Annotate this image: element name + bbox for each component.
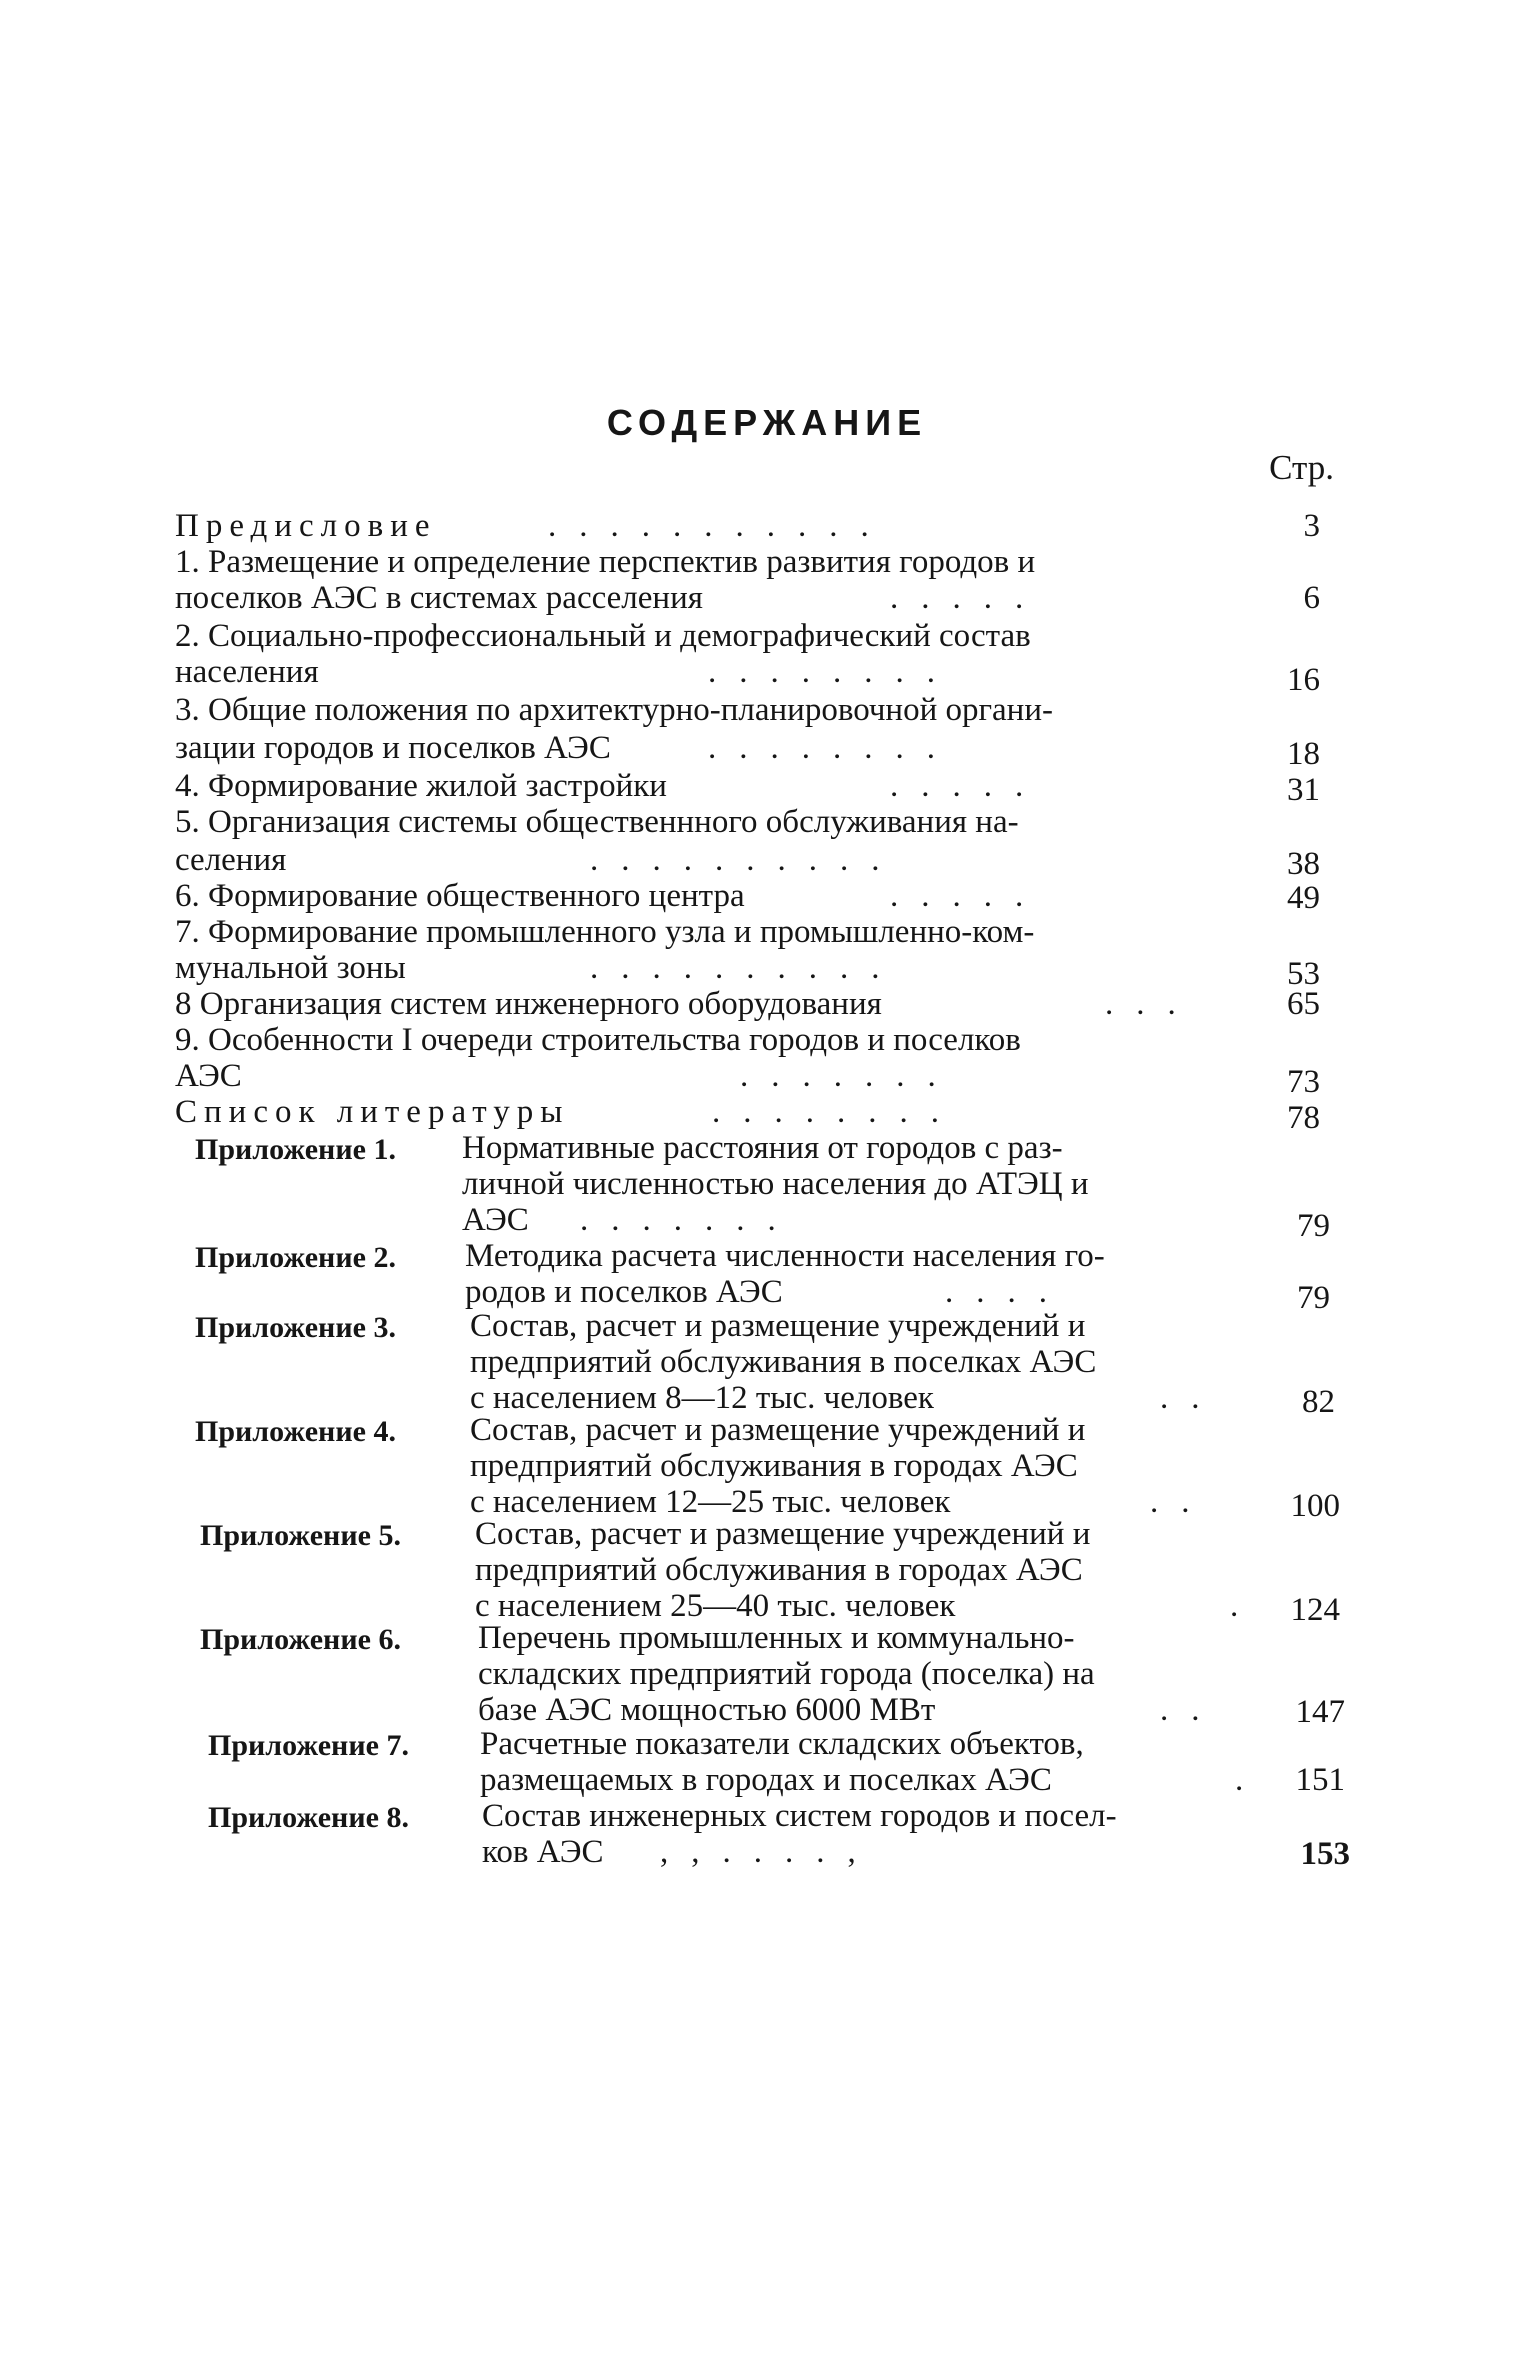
appendix-line: Состав инженерных систем городов и посел- <box>482 1798 1117 1834</box>
appendix-label: Приложение 1. <box>195 1133 396 1166</box>
toc-entry-bibliography: Список литературы <box>175 1094 570 1130</box>
toc-page-number: 151 <box>1295 1762 1345 1798</box>
toc-entry-preface: Предисловие <box>175 508 437 544</box>
appendix-label: Приложение 2. <box>195 1241 396 1274</box>
leader-dots: ..... <box>890 878 1047 914</box>
toc-page-number: 38 <box>1287 846 1320 882</box>
appendix-line: Состав, расчет и размещение учреждений и <box>475 1516 1091 1552</box>
toc-page-number: 49 <box>1287 880 1320 916</box>
appendix-line: предприятий обслуживания в поселках АЭС <box>470 1344 1097 1380</box>
leader-dots: .. <box>1160 1380 1223 1416</box>
toc-entry-line: мунальной зоны <box>175 950 406 986</box>
appendix-line: Состав, расчет и размещение учреждений и <box>470 1308 1086 1344</box>
toc-page-number: 6 <box>1303 580 1320 616</box>
toc-entry-line: 2. Социально-профессиональный и демографический состав <box>175 618 1031 654</box>
appendix-line: Методика расчета численности населения го- <box>465 1238 1105 1274</box>
toc-page-number: 147 <box>1295 1694 1345 1730</box>
toc-page-number: 79 <box>1297 1280 1330 1316</box>
leader-dots: ....... <box>740 1058 959 1094</box>
leader-dots: ... <box>1105 986 1199 1022</box>
appendix-line: АЭС <box>462 1202 529 1238</box>
toc-page-number: 73 <box>1287 1064 1320 1100</box>
toc-entry-line: 4. Формирование жилой застройки <box>175 768 667 804</box>
toc-entry-line: АЭС <box>175 1058 242 1094</box>
page-column-header: Стр. <box>1269 448 1334 487</box>
leader-dots: . <box>1235 1762 1267 1798</box>
appendix-line: родов и поселков АЭС <box>465 1274 783 1310</box>
appendix-line: предприятий обслуживания в городах АЭС <box>475 1552 1083 1588</box>
appendix-line: Нормативные расстояния от городов с раз- <box>462 1130 1063 1166</box>
toc-page-number: 18 <box>1287 736 1320 772</box>
appendix-line: с населением 25—40 тыс. человек <box>475 1588 956 1624</box>
toc-page-number: 53 <box>1287 956 1320 992</box>
toc-page-number: 153 <box>1300 1836 1350 1872</box>
appendix-line: базе АЭС мощностью 6000 МВт <box>478 1692 936 1728</box>
leader-dots: ..... <box>890 768 1047 804</box>
leader-dots: .... <box>945 1274 1070 1310</box>
appendix-label: Приложение 7. <box>208 1729 409 1762</box>
leader-dots: . <box>1230 1588 1262 1624</box>
toc-entry-line: 6. Формирование общественного центра <box>175 878 745 914</box>
leader-dots: ........ <box>708 730 958 766</box>
toc-page-number: 78 <box>1287 1100 1320 1136</box>
leader-dots: .. <box>1160 1692 1223 1728</box>
leader-dots: ..... <box>890 580 1047 616</box>
appendix-line: ков АЭС <box>482 1834 604 1870</box>
appendix-line: размещаемых в городах и поселках АЭС <box>480 1762 1052 1798</box>
appendix-line: личной численностью населения до АТЭЦ и <box>462 1166 1089 1202</box>
toc-entry-line: 8 Организация систем инженерного оборудования <box>175 986 882 1022</box>
appendix-line: с населением 12—25 тыс. человек <box>470 1484 951 1520</box>
toc-page-number: 79 <box>1297 1208 1330 1244</box>
toc-entry-line: поселков АЭС в системах расселения <box>175 580 703 616</box>
leader-dots: ........ <box>708 654 958 690</box>
toc-page-number: 100 <box>1290 1488 1340 1524</box>
leader-dots: .......... <box>590 950 903 986</box>
page-title: СОДЕРЖАНИЕ <box>606 402 928 443</box>
appendix-line: Состав, расчет и размещение учреждений и <box>470 1412 1086 1448</box>
appendix-line: с населением 8—12 тыс. человек <box>470 1380 934 1416</box>
toc-entry-line: селения <box>175 842 287 878</box>
appendix-label: Приложение 3. <box>195 1311 396 1344</box>
toc-entry-line: 3. Общие положения по архитектурно-планировочной органи- <box>175 692 1053 728</box>
toc-page-number: 16 <box>1287 662 1320 698</box>
leader-dots: ........... <box>548 508 892 544</box>
toc-entry-line: 1. Размещение и определение перспектив развития городов и <box>175 544 1036 580</box>
leader-dots: ,,...., <box>660 1834 879 1870</box>
toc-entry-line: населения <box>175 654 319 690</box>
appendix-label: Приложение 4. <box>195 1415 396 1448</box>
appendix-line: Расчетные показатели складских объектов, <box>480 1726 1084 1762</box>
toc-page-number: 3 <box>1303 508 1320 544</box>
leader-dots: ....... <box>580 1202 799 1238</box>
toc-entry-line: зации городов и поселков АЭС <box>175 730 611 766</box>
appendix-line: складских предприятий города (поселка) на <box>478 1656 1095 1692</box>
appendix-label: Приложение 5. <box>200 1519 401 1552</box>
appendix-line: Перечень промышленных и коммунально- <box>478 1620 1075 1656</box>
appendix-label: Приложение 8. <box>208 1801 409 1834</box>
appendix-label: Приложение 6. <box>200 1623 401 1656</box>
toc-entry-line: 9. Особенности I очереди строительства городов и поселков <box>175 1022 1021 1058</box>
leader-dots: .. <box>1150 1484 1213 1520</box>
appendix-line: предприятий обслуживания в городах АЭС <box>470 1448 1078 1484</box>
leader-dots: .......... <box>590 842 903 878</box>
toc-page-number: 124 <box>1290 1592 1340 1628</box>
toc-page-number: 31 <box>1287 772 1320 808</box>
toc-entry-line: 7. Формирование промышленного узла и промышленно-ком- <box>175 914 1035 950</box>
toc-page-number: 82 <box>1302 1384 1335 1420</box>
toc-page-number: 65 <box>1287 986 1320 1022</box>
leader-dots: ........ <box>712 1094 962 1130</box>
toc-entry-line: 5. Организация системы общественнного обслуживания на- <box>175 804 1019 840</box>
